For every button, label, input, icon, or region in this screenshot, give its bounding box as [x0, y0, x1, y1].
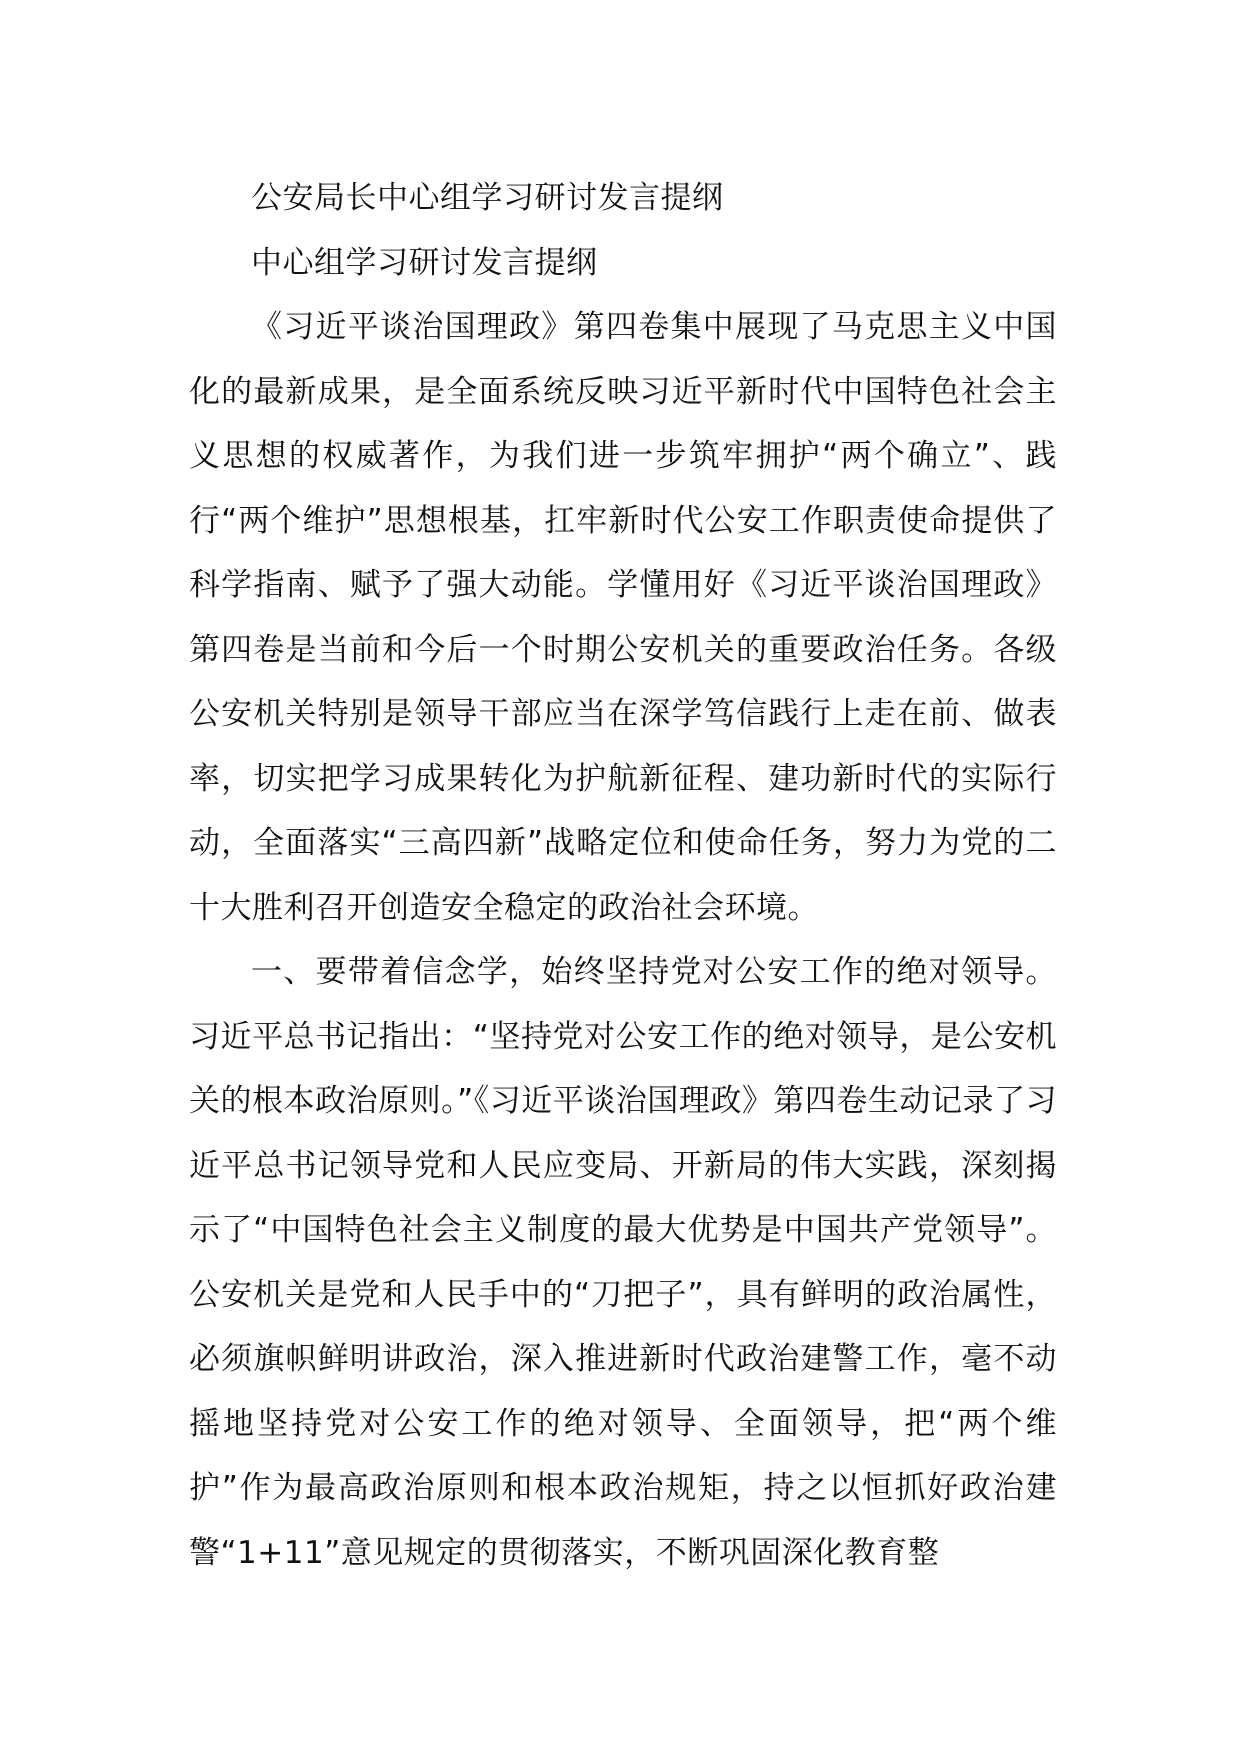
- document-body: [189, 166, 1057, 1585]
- paragraph-intro: 《习近平谈治国理政》第四卷集中展现了马克思主义中国化的最新成果，是全面系统反映习近平新时代中国特色社会主义思想的权威著作，为我们进一步筑牢拥护“两个确立”、践行“两个维护”思想根基，扛牢新时代公安工作职责使命提供了科学指南、赋予了强大动能。学懂用好《习近平谈治国理政》第四卷是当前和今后一个时期公安机关的重要政治任务。各级公安机关特别是领导干部应当在深学笃信践行上走在前、做表率，切实把学习成果转化为护航新征程、建功新时代的实际行动，全面落实“三高四新”战略定位和使命任务，努力为党的二十大胜利召开创造安全稳定的政治社会环境。: [189, 309, 1057, 926]
- paragraph-section-one: 一、要带着信念学，始终坚持党对公安工作的绝对领导。习近平总书记指出：“坚持党对公安工作的绝对领导，是公安机关的根本政治原则。”《习近平谈治国理政》第四卷生动记录了习近平总书记领导党和人民应变局、开新局的伟大实践，深刻揭示了“中国特色社会主义制度的最大优势是中国共产党领导”。公安机关是党和人民手中的“刀把子”，具有鲜明的政治属性，必须旗帜鲜明讲政治，深入推进新时代政治建警工作，毫不动摇地坚持党对公安工作的绝对领导、全面领导，把“两个维护”作为最高政治原则和根本政治规矩，持之以恒抓好政治建警“1+11”意见规定的贯彻落实，不断巩固深化教育整: [189, 954, 1057, 1571]
- document-subtitle: 中心组学习研讨发言提纲: [251, 244, 598, 281]
- document-title: 公安局长中心组学习研讨发言提纲: [251, 180, 724, 216]
